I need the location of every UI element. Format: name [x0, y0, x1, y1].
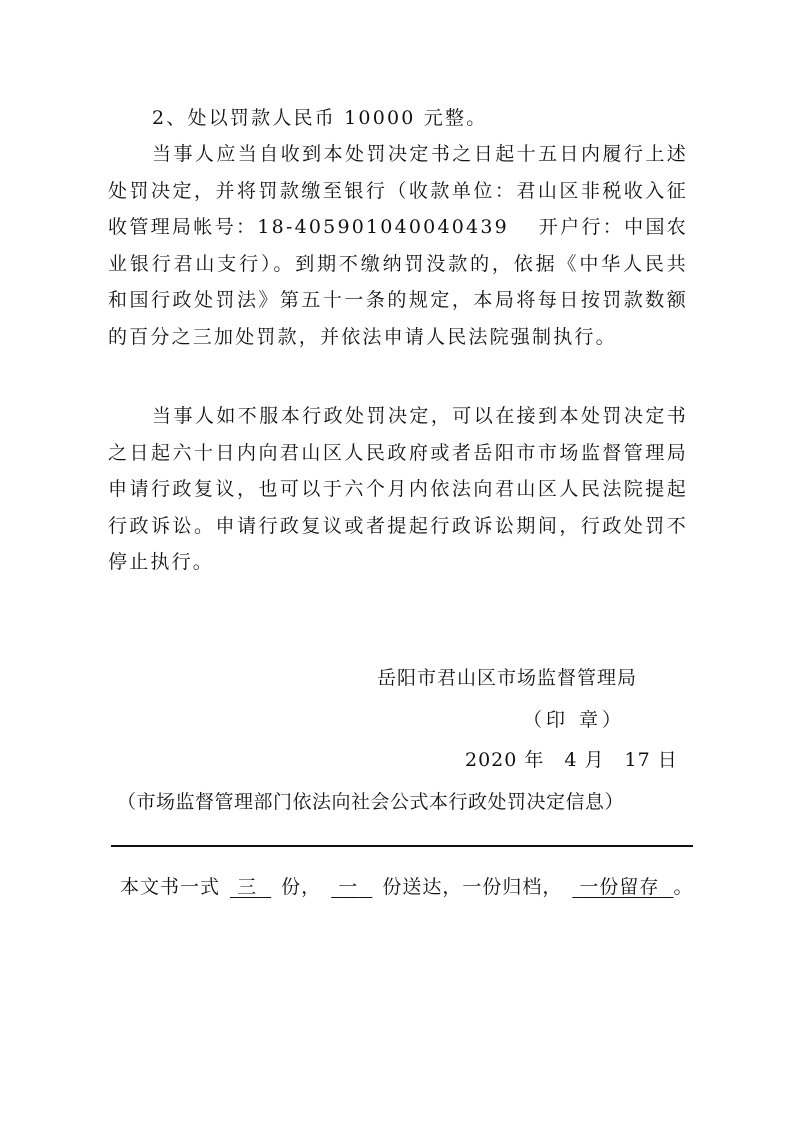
footer-divider: [111, 845, 693, 847]
copies-kept: 一份留存: [579, 876, 660, 898]
copies-end: 。: [673, 876, 694, 898]
decision-date: 2020 年 4 月 17 日: [465, 749, 678, 771]
copies-sent: 一: [338, 876, 359, 898]
issuing-authority: 岳阳市君山区市场监督管理局: [377, 667, 638, 689]
seal-placeholder: （印 章）: [523, 709, 626, 731]
copies-prefix: 本文书一式: [120, 876, 221, 898]
copies-mid: 份送达，一份归档，: [382, 876, 563, 898]
publicity-notice: （市场监督管理部门依法向社会公式本行政处罚决定信息）: [117, 791, 625, 813]
appeal-rights-paragraph: 当事人如不服本行政处罚决定，可以在接到本处罚决定书之日起六十日内向君山区人民政府或者岳阳市市场监督管理局申请行政复议，也可以于六个月内依法向君山区人民法院提起行政诉讼。申请行政复议或者提起行政诉讼期间，行政处罚不停止执行。: [108, 405, 688, 573]
payment-instructions-paragraph: 当事人应当自收到本处罚决定书之日起十五日内履行上述处罚决定，并将罚款缴至银行（收款单位：君山区非税收入征收管理局帐号：18-405901040040439 开户行：中国农业银行君山支行）。到期不缴纳罚没款的，依据《中华人民共和国行政处罚法》第五十一条的规定，本局将每日按罚款数额的百分之三加处罚款，并依法申请人民法院强制执行。: [108, 143, 688, 348]
copies-statement: [120, 872, 694, 902]
penalty-item-2: 2、处以罚款人民币 10000 元整。: [152, 107, 488, 129]
copies-unit: 份，: [281, 876, 322, 898]
copies-count: 三: [237, 876, 258, 898]
